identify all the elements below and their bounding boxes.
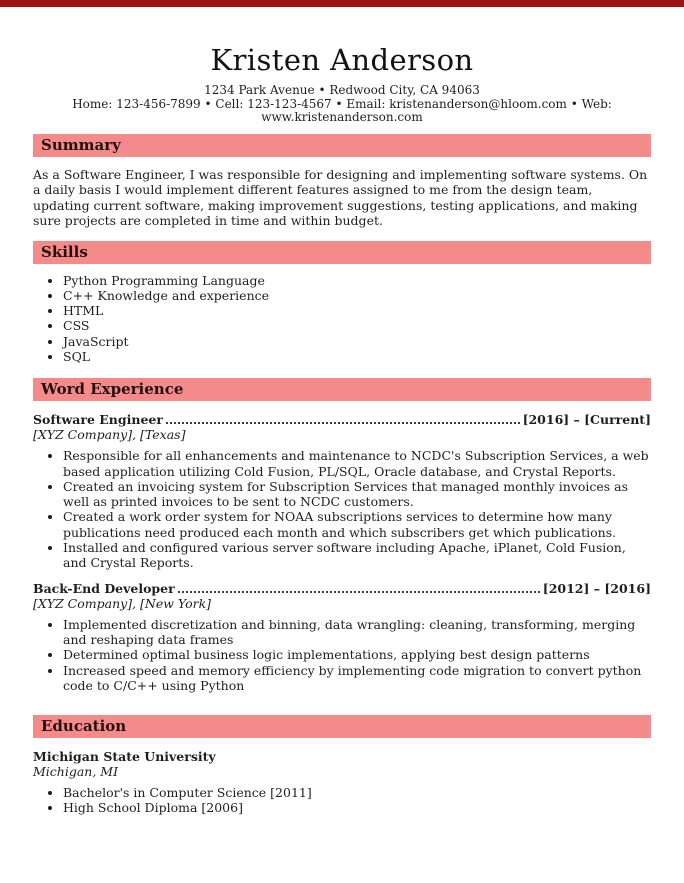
job-entry: [33, 412, 651, 570]
resume-page: [0, 43, 684, 816]
contact-line: Home: 123-456-7899 • Cell: 123-123-4567 • Email: kristenanderson@hloom.com • Web: www.kristenanderson.com: [72, 96, 612, 124]
skill-item: • C++ Knowledge and experience: [63, 288, 651, 303]
job-title: Software Engineer: [33, 412, 163, 428]
job-dates: [2016] – [Current]: [522, 412, 651, 428]
section-header-skills: Skills: [33, 241, 651, 264]
job-bullet: • Created an invoicing system for Subscription Services that managed monthly invoices as well as printed invoices to be sent to NCDC customers.: [63, 479, 651, 510]
section-header-summary: Summary: [33, 134, 651, 157]
skill-item: • CSS: [63, 318, 651, 333]
job-bullet: • Installed and configured various server software including Apache, iPlanet, Cold Fusion, and Crystal Reports.: [63, 540, 651, 571]
dotted-leader: [166, 422, 520, 424]
job-bullet: • Determined optimal business logic implementations, applying best design patterns: [63, 647, 651, 662]
section-header-education: Education: [33, 715, 651, 738]
school-name: Michigan State University: [33, 749, 216, 765]
job-title-row: [33, 581, 651, 596]
top-accent-bar: [0, 0, 684, 7]
job-bullet: • Implemented discretization and binning, data wrangling: cleaning, transforming, merging and reshaping data frames: [63, 617, 651, 648]
education-bullet: • High School Diploma [2006]: [63, 800, 651, 815]
job-title-row: [33, 412, 651, 427]
job-bullet: • Responsible for all enhancements and maintenance to NCDC's Subscription Services, a web based application utilizing Cold Fusion, PL/SQL, Oracle database, and Crystal Reports.: [63, 448, 651, 479]
job-bullet: • Created a work order system for NOAA subscriptions services to determine how many publications need produced each month and which subscribers get which publications.: [63, 509, 651, 540]
dotted-leader: [178, 591, 540, 593]
section-header-experience: Word Experience: [33, 378, 651, 401]
education-bullet-list: [33, 785, 651, 816]
job-company: [XYZ Company], [Texas]: [33, 427, 186, 443]
page-title: Kristen Anderson: [210, 43, 474, 77]
skill-item: • Python Programming Language: [63, 273, 651, 288]
job-dates: [2012] – [2016]: [542, 580, 651, 596]
job-entry: [33, 581, 651, 693]
skill-item: • SQL: [63, 349, 651, 364]
skills-list: [33, 273, 651, 365]
job-bullet-list: [33, 617, 651, 693]
education-bullet: • Bachelor's in Computer Science [2011]: [63, 785, 651, 800]
address-line: 1234 Park Avenue • Redwood City, CA 94063: [204, 83, 480, 97]
skill-item: • HTML: [63, 303, 651, 318]
summary-text: As a Software Engineer, I was responsible for designing and implementing software systems. On a daily basis I would implement different features assigned to me from the design team, updating current software, making improvement suggestions, testing applications, and making sure projects are completed in time and within budget.: [33, 166, 648, 228]
job-bullet: • Increased speed and memory efficiency by implementing code migration to convert python code to C/C++ using Python: [63, 663, 651, 694]
education-entry: [33, 749, 651, 816]
school-location: Michigan, MI: [33, 764, 119, 780]
skill-item: • JavaScript: [63, 334, 651, 349]
job-title: Back-End Developer: [33, 580, 175, 596]
job-company: [XYZ Company], [New York]: [33, 595, 212, 611]
job-bullet-list: [33, 448, 651, 570]
